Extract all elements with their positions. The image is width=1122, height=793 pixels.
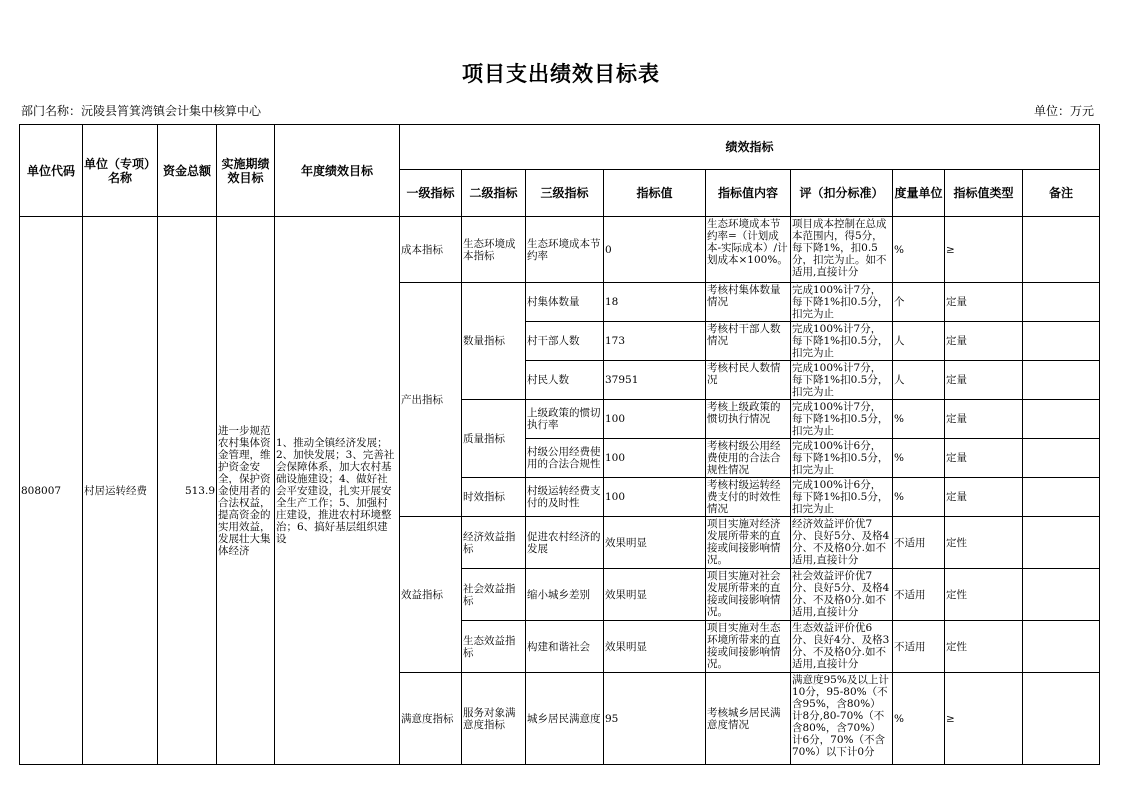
level3-cell: 促进农村经济的发展 <box>526 517 604 569</box>
value-type-cell: 定量 <box>945 283 1023 322</box>
content-cell: 项目实施对生态环境所带来的直接或间接影响情况。 <box>707 621 781 670</box>
level2-cell: 服务对象满意度指标 <box>462 673 526 765</box>
header-performance-indicators: 绩效指标 <box>400 125 1100 170</box>
scoring-cell: 完成100%计7分，每下降1%扣0.5分，扣完为止 <box>792 322 889 359</box>
scoring-cell: 完成100%计7分，每下降1%扣0.5分，扣完为止 <box>792 361 889 398</box>
content-cell: 考核村集体数量情况 <box>707 283 781 308</box>
measure-unit-cell: % <box>893 478 945 517</box>
content-cell: 考核村民人数情况 <box>707 361 781 386</box>
level3-cell: 村民人数 <box>526 361 604 400</box>
table-row <box>20 217 1100 283</box>
measure-unit-cell: 个 <box>893 283 945 322</box>
currency-unit: 单位：万元 <box>1033 104 1094 118</box>
level1-cost: 成本指标 <box>400 217 462 283</box>
header-unit-code: 单位代码 <box>20 125 83 217</box>
value-type-cell: 定量 <box>945 478 1023 517</box>
header-annual-goal: 年度绩效目标 <box>275 125 400 217</box>
measure-unit-cell: 不适用 <box>893 621 945 673</box>
header-level1: 一级指标 <box>400 170 462 217</box>
level3-cell: 上级政策的惯切执行率 <box>526 400 604 439</box>
header-value-content: 指标值内容 <box>706 170 791 217</box>
value-type-cell: 定量 <box>945 322 1023 361</box>
content-cell: 考核城乡居民满意度情况 <box>707 706 781 731</box>
value-type-cell: 定性 <box>945 517 1023 569</box>
page-title: 项目支出绩效目标表 <box>462 62 660 86</box>
unit-code-cell: 808007 <box>20 217 83 765</box>
content-cell: 项目实施对经济发展所带来的直接或间接影响情况。 <box>707 517 781 566</box>
scoring-cell: 生态效益评价优6分、良好4分、及格3分、不及格0分.如不适用,直接计分 <box>792 621 890 670</box>
value-cell: 95 <box>604 673 706 765</box>
level1-output: 产出指标 <box>400 283 462 517</box>
content-cell: 考核村级公用经费使用的合法合规性情况 <box>707 439 781 476</box>
level2-cell: 生态环境成本指标 <box>462 217 526 283</box>
level3-cell: 缩小城乡差别 <box>526 569 604 621</box>
remark-cell <box>1023 517 1100 569</box>
header-period-goal: 实施期绩效目标 <box>217 125 275 217</box>
scoring-cell: 经济效益评价优7分、良好5分、及格4分、不及格0分.如不适用,直接计分 <box>792 517 890 566</box>
performance-target-table <box>19 124 1100 765</box>
value-cell: 173 <box>604 322 706 361</box>
level2-quality: 质量指标 <box>462 400 526 478</box>
measure-unit-cell: % <box>893 673 945 765</box>
remark-cell <box>1023 322 1100 361</box>
value-cell: 效果明显 <box>604 621 706 673</box>
measure-unit-cell: 人 <box>893 361 945 400</box>
value-cell: 18 <box>604 283 706 322</box>
value-cell: 100 <box>604 400 706 439</box>
content-cell: 考核村级运转经费支付的时效性情况 <box>707 478 781 515</box>
header-measure-unit: 度量单位 <box>893 170 945 217</box>
remark-cell <box>1023 621 1100 673</box>
content-cell: 项目实施对社会发展所带来的直接或间接影响情况。 <box>707 569 781 618</box>
level3-cell: 村集体数量 <box>526 283 604 322</box>
scoring-cell: 完成100%计6分，每下降1%扣0.5分，扣完为止 <box>792 478 889 515</box>
total-funds-cell: 513.9 <box>158 217 217 765</box>
value-type-cell: ≥ <box>945 673 1023 765</box>
level1-satisfaction: 满意度指标 <box>400 673 462 765</box>
content-cell: 考核上级政策的惯切执行情况 <box>707 400 781 425</box>
measure-unit-cell: % <box>893 400 945 439</box>
measure-unit-cell: 不适用 <box>893 569 945 621</box>
level2-quantity: 数量指标 <box>462 283 526 400</box>
scoring-cell: 项目成本控制在总成本范围内，得5分，每下降1%，扣0.5分，扣完为止。如不适用,直接计分 <box>792 217 887 278</box>
header-remarks: 备注 <box>1023 170 1100 217</box>
header-total-funds: 资金总额 <box>158 125 217 217</box>
value-cell: 效果明显 <box>604 517 706 569</box>
measure-unit-cell: 不适用 <box>893 517 945 569</box>
measure-unit-cell: % <box>893 217 945 283</box>
content-cell: 生态环境成本节约率=（计划成本-实际成本）/计划成本×100%。 <box>707 217 788 266</box>
scoring-cell: 完成100%计7分，每下降1%扣0.5分，扣完为止 <box>792 400 889 437</box>
header-unit-name: 单位（专项）名称 <box>83 125 158 217</box>
level1-benefit: 效益指标 <box>400 517 462 673</box>
remark-cell <box>1023 673 1100 765</box>
remark-cell <box>1023 569 1100 621</box>
measure-unit-cell: 人 <box>893 322 945 361</box>
level2-timeliness: 时效指标 <box>462 478 526 517</box>
content-cell: 考核村干部人数情况 <box>707 322 781 347</box>
value-type-cell: 定量 <box>945 361 1023 400</box>
header-level3: 三级指标 <box>526 170 604 217</box>
value-cell: 37951 <box>604 361 706 400</box>
level2-cell: 经济效益指标 <box>462 517 526 569</box>
remark-cell <box>1023 361 1100 400</box>
remark-cell <box>1023 478 1100 517</box>
value-cell: 效果明显 <box>604 569 706 621</box>
annual-goal-cell: 1、推动全镇经济发展；2、加快发展；3、完善社会保障体系，加大农村基础设施建设；4、做好社会平安建设，扎实开展安全生产工作；5、加强村庄建设，推进农村环境整治；6、搞好基层组织建设 <box>275 217 400 765</box>
level3-cell: 村级运转经费支付的及时性 <box>526 478 604 517</box>
scoring-cell: 满意度95%及以上计10分，95-80%（不含95%，含80%）计8分,80-70%（不含80%，含70%）计6分，70%（不含70%）以下计0分 <box>792 673 889 758</box>
remark-cell <box>1023 400 1100 439</box>
level3-cell: 村干部人数 <box>526 322 604 361</box>
measure-unit-cell: % <box>893 439 945 478</box>
value-type-cell: 定性 <box>945 569 1023 621</box>
level3-cell: 城乡居民满意度 <box>526 673 604 765</box>
value-type-cell: 定量 <box>945 400 1023 439</box>
header-level2: 二级指标 <box>462 170 526 217</box>
department-name: 部门名称：沅陵县筲箕湾镇会计集中核算中心 <box>21 104 262 118</box>
header-value-type: 指标值类型 <box>945 170 1023 217</box>
level3-cell: 生态环境成本节约率 <box>526 217 604 283</box>
period-goal-cell: 进一步规范农村集体资金管理，维护资金安全，保护资金使用者的合法权益，提高资金的实用效益，发展壮大集体经济 <box>217 217 275 765</box>
level3-cell: 村级公用经费使用的合法合规性 <box>526 439 604 478</box>
value-type-cell: ≥ <box>945 217 1023 283</box>
scoring-cell: 完成100%计6分，每下降1%扣0.5分，扣完为止 <box>792 439 889 476</box>
scoring-cell: 完成100%计7分，每下降1%扣0.5分，扣完为止 <box>792 283 889 320</box>
level3-cell: 构建和谐社会 <box>526 621 604 673</box>
scoring-cell: 社会效益评价优7分、良好5分、及格4分、不及格0分.如不适用,直接计分 <box>792 569 890 618</box>
unit-name-cell: 村居运转经费 <box>83 217 158 765</box>
header-value: 指标值 <box>604 170 706 217</box>
value-cell: 100 <box>604 478 706 517</box>
remark-cell <box>1023 283 1100 322</box>
level2-cell: 社会效益指标 <box>462 569 526 621</box>
value-type-cell: 定性 <box>945 621 1023 673</box>
level2-cell: 生态效益指标 <box>462 621 526 673</box>
header-scoring: 评（扣分标准） <box>791 170 893 217</box>
value-cell: 0 <box>604 217 706 283</box>
remark-cell <box>1023 217 1100 283</box>
value-cell: 100 <box>604 439 706 478</box>
value-type-cell: 定量 <box>945 439 1023 478</box>
remark-cell <box>1023 439 1100 478</box>
